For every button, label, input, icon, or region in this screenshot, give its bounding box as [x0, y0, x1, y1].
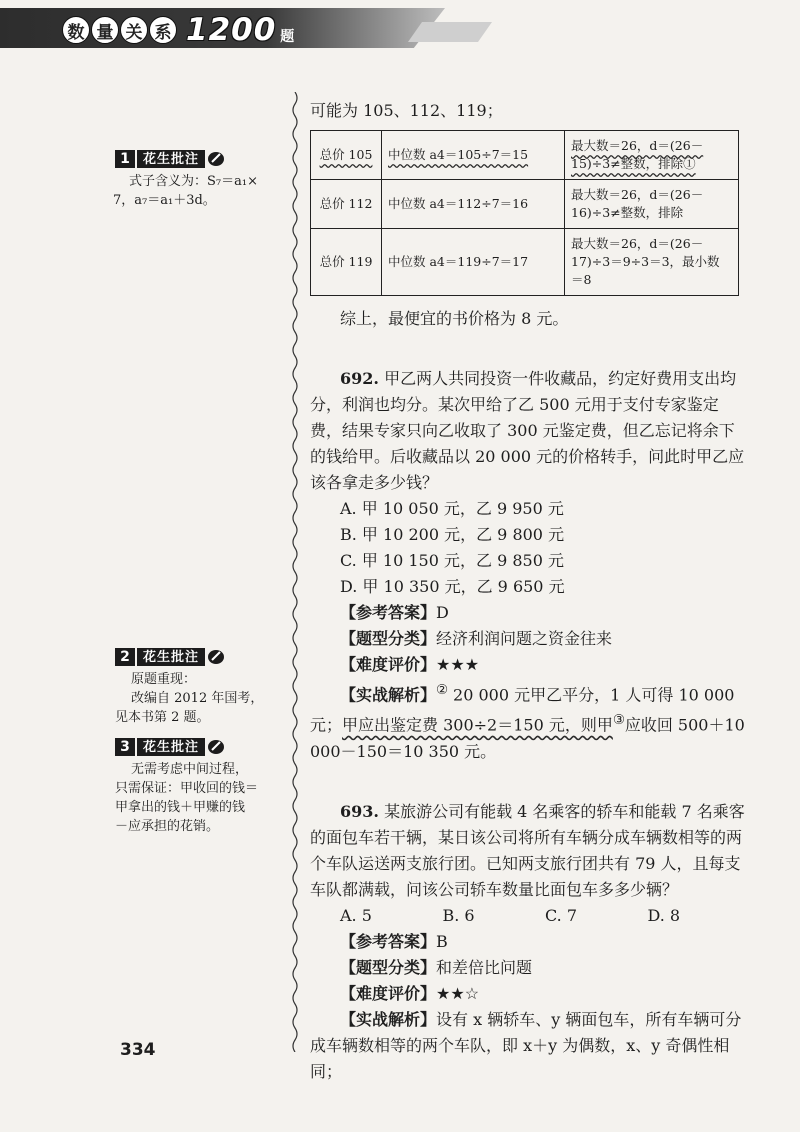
intro-line: 可能为 105、112、119； [310, 101, 503, 120]
sidebar-note-1 [115, 150, 285, 210]
answer-row [310, 600, 750, 626]
question-number: 692. [340, 369, 379, 388]
answer-label: 【参考答案】 [340, 603, 437, 622]
analysis-label: 【实战解析】 [340, 685, 437, 705]
table-cell: 中位数 a4＝119÷7＝17 [382, 229, 565, 296]
note-line: 式子含义为：S₇＝a₁× [129, 174, 258, 189]
answer-value: D [436, 603, 449, 622]
note-line: 原题重现： [131, 672, 197, 687]
title-char: 关 [120, 16, 148, 44]
title-char: 系 [149, 16, 177, 44]
type-label: 【题型分类】 [340, 629, 437, 648]
option: B. 6 [442, 905, 475, 925]
title-number: 1200 [186, 12, 277, 48]
option: C. 甲 10 150 元，乙 9 850 元 [340, 551, 564, 570]
page-number: 334 [120, 1040, 156, 1060]
sidebar-note-3 [115, 738, 285, 836]
type-row [310, 626, 750, 652]
peanut-pen-icon [206, 648, 226, 666]
note-number: 2 [115, 648, 135, 666]
analysis-label: 【实战解析】 [340, 1009, 437, 1029]
title-char: 量 [91, 16, 119, 44]
analysis-692 [310, 678, 750, 765]
table-cell: 中位数 a4＝105÷7＝15 [382, 131, 565, 180]
table-cell: 最大数＝26，d＝(26－15)÷3≠整数，排除① [565, 131, 739, 180]
option: C. 7 [545, 905, 578, 925]
note-line: 无需考虑中间过程， [131, 762, 249, 777]
difficulty-label: 【难度评价】 [340, 983, 437, 1003]
header-stripe [408, 22, 492, 42]
table-cell: 总价 119 [311, 229, 382, 296]
type-value: 经济利润问题之资金往来 [436, 629, 613, 648]
page-header [0, 0, 800, 58]
peanut-pen-icon [206, 738, 226, 756]
answer-value: B [436, 931, 448, 951]
note-line: 7，a₇＝a₁＋3d。 [113, 193, 216, 208]
table-cell: 总价 112 [311, 180, 382, 229]
analysis-text: 20 000 元甲乙平分，1 人可得 10 000 元； [310, 685, 735, 735]
question-text: 某旅游公司有能载 4 名乘客的轿车和能载 7 名乘客的面包车若干辆，某日该公司将所有车辆分成车辆数相等的两个车队运送两支旅行团。已知两支旅行团共有 79 人，且每支车队都满载，问该公司轿车数量比面包车多多少辆？ [310, 801, 745, 899]
difficulty-stars: ★★★ [436, 655, 480, 674]
analysis-693 [310, 1007, 750, 1085]
conclusion: 综上，最便宜的书价格为 8 元。 [340, 309, 569, 328]
book-title [62, 12, 294, 48]
table-row [311, 131, 739, 180]
sidebar-note-2 [115, 648, 285, 727]
difficulty-stars: ★★☆ [436, 983, 480, 1003]
annotation-ref: ② [436, 683, 448, 698]
note-line: －应承担的花销。 [115, 819, 220, 834]
difficulty-row [310, 981, 750, 1007]
annotation-ref: ③ [612, 713, 625, 729]
options-row [310, 903, 750, 929]
note-line: 只需保证：甲收回的钱＝ [115, 781, 259, 796]
option: A. 5 [340, 905, 372, 925]
table-cell: 最大数＝26，d＝(26－17)÷3＝9÷3＝3，最小数＝8 [565, 229, 739, 296]
question-text: 甲乙两人共同投资一件收藏品，约定好费用支出均分，利润也均分。某次甲给了乙 500 元用于支付专家鉴定费，结果专家只向乙收取了 300 元鉴定费，但乙忘记将余下的钱给甲。后收藏品以 20 000 元的价格转手，问此时甲乙应该各拿走多少钱？ [310, 369, 745, 492]
analysis-text: 设有 x 辆轿车、y 辆面包车，所有车辆可分成车辆数相等的两个车队，即 x＋y 为偶数，x、y 奇偶性相同； [310, 1009, 742, 1081]
peanut-pen-icon [206, 150, 226, 168]
option: D. 甲 10 350 元，乙 9 650 元 [340, 577, 565, 596]
column-divider [290, 92, 300, 1052]
note-number: 3 [115, 738, 135, 756]
analysis-text: 应收回 500＋10 000－150＝10 350 元。 [310, 715, 745, 761]
type-label: 【题型分类】 [340, 957, 437, 977]
note-line: 改编自 2012 年国考， [131, 691, 264, 706]
table-cell: 总价 105 [311, 131, 382, 180]
note-line: 见本书第 2 题。 [115, 710, 210, 725]
type-value: 和差倍比问题 [436, 957, 533, 977]
title-suffix: 题 [280, 29, 295, 45]
note-label: 花生批注 [137, 150, 205, 168]
question-693 [310, 799, 750, 903]
note-label: 花生批注 [137, 738, 205, 756]
difficulty-row [310, 652, 750, 678]
answer-label: 【参考答案】 [340, 931, 437, 951]
answer-row [310, 929, 750, 955]
question-692 [310, 366, 750, 496]
note-number: 1 [115, 150, 135, 168]
option: D. 8 [647, 905, 681, 925]
difficulty-label: 【难度评价】 [340, 655, 437, 674]
title-char: 数 [62, 16, 90, 44]
type-row [310, 955, 750, 981]
price-table [310, 130, 739, 296]
note-line: 甲拿出的钱＋甲赚的钱 [115, 800, 246, 815]
option: A. 甲 10 050 元，乙 9 950 元 [340, 499, 564, 518]
analysis-text-highlight: 甲应出鉴定费 300÷2＝150 元，则甲 [342, 715, 613, 735]
table-row [311, 229, 739, 296]
option: B. 甲 10 200 元，乙 9 800 元 [340, 525, 565, 544]
table-cell: 最大数＝26，d＝(26－16)÷3≠整数，排除 [565, 180, 739, 229]
note-label: 花生批注 [137, 648, 205, 666]
table-row [311, 180, 739, 229]
question-number: 693. [340, 801, 379, 821]
table-cell: 中位数 a4＝112÷7＝16 [382, 180, 565, 229]
main-content [310, 98, 750, 1085]
